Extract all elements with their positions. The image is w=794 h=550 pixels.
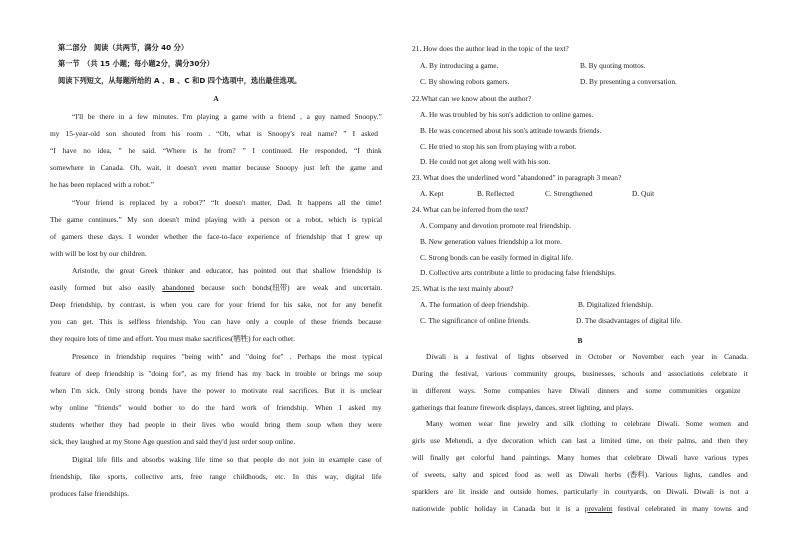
right-text-line: 23. What does the underlined word "abandoned" in paragraph 3 mean?	[412, 173, 622, 182]
right-text-line: nationwide public holiday in Canada but it is a prevalent festival celebrated in many towns and	[412, 504, 748, 513]
right-text-line: D. Collective arts contribute a little to producing false friendships.	[420, 268, 617, 277]
left-text-line: why online "friends" would bother to do the hard work of friendship. When I asked my	[50, 403, 382, 412]
right-text-line: A. The formation of deep friendship.	[420, 300, 529, 309]
left-text-line: easily formed but also easily abandoned because such bonds(纽带) are weak and uncertain.	[50, 283, 383, 292]
left-text-line: they require lots of time and effort. You must make sacrifices(牺牲) for each other.	[50, 334, 295, 343]
right-text-line: girls use Mehendi, a dye decoration which can last a limited time, on their palms, and then they	[412, 436, 748, 445]
right-text-line: 25. What is the text mainly about?	[412, 284, 514, 293]
right-text-line: D. Quit	[632, 189, 655, 198]
right-text-line: B. Reflected	[477, 189, 514, 198]
left-text-line: 第二部分 阅读（共两节，满分 40 分）	[58, 43, 189, 52]
left-text-line: Digital life fills and absorbs waking life time so that people do not join in example case of	[72, 455, 382, 464]
right-text-line: 24. What can be inferred from the text?	[412, 205, 529, 214]
right-text-line: sparklers are lit inside and outside homes, particularly in courtyards, on Diwali. Diwali is not a	[412, 487, 749, 496]
right-text-line: 22.What can we know about the author?	[412, 94, 532, 103]
left-text-line: with will be lost by our children.	[50, 249, 147, 258]
right-text-line: C. He tried to stop his son from playing with a robot.	[420, 142, 577, 151]
right-text-line: C. By showing robots gamers.	[420, 77, 510, 86]
right-text-line: Diwali is a festival of lights observed in October or November each year in Canada.	[426, 352, 749, 361]
left-text-line: The game continues.” My son doesn't mind playing with a person or a robot, which is typical	[50, 215, 383, 224]
left-text-line: sick, they laughed at my Stone Age question and said they'd just order soup online.	[50, 437, 296, 446]
right-text-line: 21. How does the author lead in the topic of the text?	[412, 44, 569, 53]
left-text-line: Deep friendship, by contrast, is when you care for your friend for his sake, not for any benefit	[50, 300, 383, 309]
right-text-line: will finally get colorful hand paintings. Many homes that celebrate Diwali have various types	[412, 453, 749, 462]
right-text-line: of sweets, salty and spiced food as well as Diwali herbs (香料). Various lights, candles and	[412, 470, 748, 479]
left-text-line: you can get. This is selfless friendship. You can have only a couple of these friends because	[50, 317, 382, 326]
left-text-line: A	[213, 94, 219, 103]
left-text-line: when I'm sick. Only strong bonds have the power to motivate real sacrifices. But it is unclear	[50, 386, 383, 395]
left-text-line: “I'll be there in a few minutes. I'm playing a game with a friend , a guy named Snoopy.”	[72, 112, 382, 121]
right-text-line: C. The significance of online friends.	[420, 316, 531, 325]
left-text-line: produces false friendships.	[50, 489, 130, 498]
right-text-line: During the festival, various community groups, businesses, schools and associations celebrate it	[412, 369, 748, 378]
right-text-line: A. By introducing a game.	[420, 61, 499, 70]
underlined-word: prevalent	[584, 504, 613, 513]
right-text-line: A. Company and devotion promote real friendship.	[420, 221, 572, 230]
left-text-line: “Your friend is replaced by a robot?” “It doesn't matter, Dad. It happens all the time!	[72, 198, 382, 207]
underlined-word: abandoned	[162, 283, 195, 292]
right-text-line: C. Strengthened	[545, 189, 593, 198]
right-text-line: B	[577, 336, 583, 345]
left-text-line: Presence in friendship requires "being with" and "doing for" . Perhaps the most typical	[72, 352, 383, 361]
right-text-line: D. By presenting a conversation.	[580, 77, 677, 86]
left-text-line: my 15-year-old son shouted from his room . “Oh, what is Snoopy's real name? ” I asked	[50, 129, 378, 138]
left-text-line: “I have no idea, ” he said. “Where is he from? ” I continued. He responded, “I think	[50, 146, 382, 155]
right-text-line: B. New generation values friendship a lot more.	[420, 237, 562, 246]
right-text-line: gatherings that feature firework displays, dances, street lighting, and plays.	[412, 403, 634, 412]
right-text-line: Many women wear fine jewelry and silk clothing to celebrate Diwali. Some women and	[426, 419, 749, 428]
left-text-line: he has been replaced with a robot.”	[50, 180, 155, 189]
right-text-line: in different ways. Some companies have Diwali dinners and some communities organize	[412, 386, 741, 395]
right-text-line: A. Kept	[420, 189, 444, 198]
left-text-line: Aristotle, the great Greek thinker and educator, has pointed out that shallow friendship is	[72, 266, 382, 275]
right-text-line: B. By quoting mottos.	[580, 61, 646, 70]
right-text-line: B. Digitalized friendship.	[578, 300, 654, 309]
left-text-line: 阅读下列短文，从每题所给的 A 、B 、C 和D 四个选项中，选出最佳选项。	[58, 76, 302, 85]
left-text-line: feature of deep friendship is "doing for", as my friend has my back in trouble or brings me soup	[50, 369, 382, 378]
right-text-line: D. The disadvantages of digital life.	[576, 316, 682, 325]
left-text-line: students whether they had people in their lives who would bring them soup when they were	[50, 420, 382, 429]
left-text-line: 第一节 （共 15 小题；每小题2分，满分30分）	[58, 59, 214, 68]
left-text-line: somewhere in Canada. Oh, wait, it doesn't even matter because Snoopy just left the game and	[50, 163, 383, 172]
left-text-line: of gamers these days. I wonder whether the face-to-face experience of friendship that I grew up	[50, 232, 383, 241]
right-text-line: D. He could not get along well with his son.	[420, 157, 551, 166]
right-text-line: B. He was concerned about his son's attitude towards friends.	[420, 126, 602, 135]
left-text-line: friendship, like sports, collective arts, free range childhoods, etc. In this way, digital life	[50, 472, 382, 481]
right-text-line: A. He was troubled by his son's addiction to online games.	[420, 110, 594, 119]
right-text-line: C. Strong bonds can be easily formed in digital life.	[420, 253, 573, 262]
